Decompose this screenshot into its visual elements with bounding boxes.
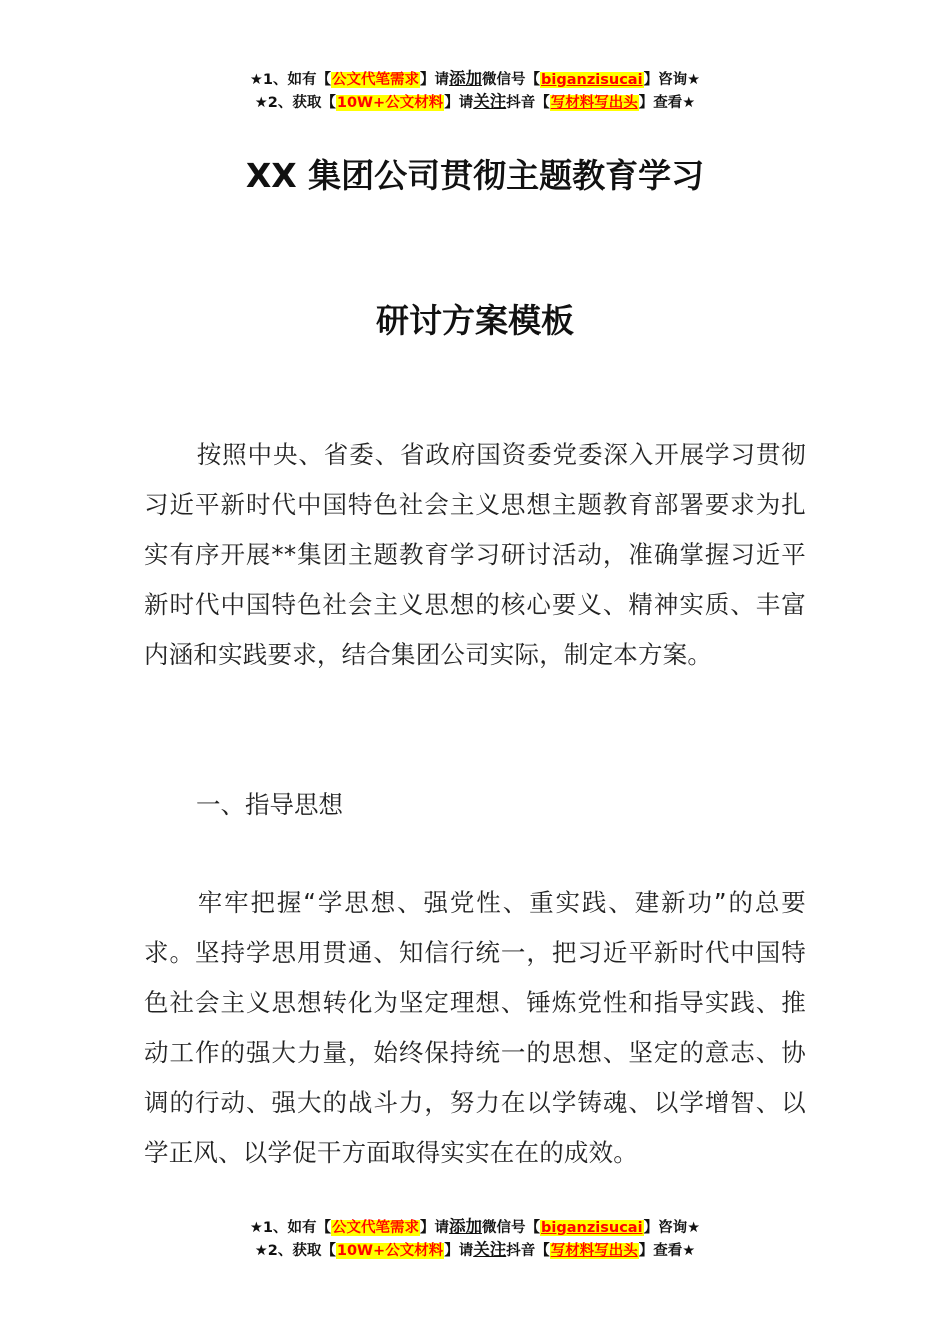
- banner-text: 微信号【: [482, 72, 541, 88]
- banner-text: 】请: [444, 95, 474, 111]
- banner-text: ★2、获取【: [254, 1243, 336, 1259]
- banner-line-2: [0, 1239, 950, 1262]
- banner-emphasis: 关注: [473, 1240, 507, 1259]
- banner-text: 】咨询★: [643, 1220, 701, 1236]
- douyin-id: 写材料写出头: [550, 1243, 638, 1259]
- banner-text: 】咨询★: [643, 72, 701, 88]
- banner-text: 抖音【: [506, 95, 550, 111]
- banner-line-1: [0, 1216, 950, 1239]
- banner-text: 抖音【: [506, 1243, 550, 1259]
- banner-emphasis: 添加: [449, 1217, 483, 1236]
- banner-text: ★2、获取【: [254, 95, 336, 111]
- section-heading: 一、指导思想: [196, 790, 343, 819]
- banner-text: 】查看★: [638, 95, 696, 111]
- banner-highlight: 公文代笔需求: [332, 1220, 420, 1236]
- paragraph-text: 牢牢把握“学思想、强党性、重实践、建新功”的总要求。坚持学思用贯通、知信行统一，把习近平新时代中国特色社会主义思想转化为坚定理想、锤炼党性和指导实践、推动工作的强大力量，始终保持统一的思想、坚定的意志、协调的行动、强大的战斗力，努力在以学铸魂、以学增智、以学正风、以学促干方面取得实实在在的成效。: [144, 888, 806, 1167]
- banner-emphasis: 关注: [473, 92, 507, 111]
- banner-text: 】请: [420, 1220, 450, 1236]
- guiding-paragraph: [144, 878, 806, 1178]
- banner-highlight: 10W+公文材料: [336, 1243, 444, 1259]
- header-banner: [0, 68, 950, 114]
- douyin-id: 写材料写出头: [550, 95, 638, 111]
- footer-banner: [0, 1216, 950, 1262]
- document-title-line-2: 研讨方案模板: [376, 301, 574, 340]
- banner-text: 】请: [420, 72, 450, 88]
- wechat-id: biganzisucai: [541, 1220, 643, 1236]
- document-title-line-1: XX 集团公司贯彻主题教育学习: [245, 156, 705, 195]
- banner-text: ★1、如有【: [249, 1220, 332, 1236]
- banner-line-2: [0, 91, 950, 114]
- banner-text: 】请: [444, 1243, 474, 1259]
- paragraph-text: 按照中央、省委、省政府国资委党委深入开展学习贯彻习近平新时代中国特色社会主义思想主题教育部署要求为扎实有序开展**集团主题教育学习研讨活动，准确掌握习近平新时代中国特色社会主义思想的核心要义、精神实质、丰富内涵和实践要求，结合集团公司实际，制定本方案。: [144, 440, 806, 669]
- wechat-id: biganzisucai: [541, 72, 643, 88]
- banner-emphasis: 添加: [449, 69, 483, 88]
- banner-highlight: 公文代笔需求: [332, 72, 420, 88]
- banner-text: 】查看★: [638, 1243, 696, 1259]
- banner-line-1: [0, 68, 950, 91]
- banner-text: 微信号【: [482, 1220, 541, 1236]
- banner-text: ★1、如有【: [249, 72, 332, 88]
- banner-highlight: 10W+公文材料: [336, 95, 444, 111]
- intro-paragraph: [144, 430, 806, 680]
